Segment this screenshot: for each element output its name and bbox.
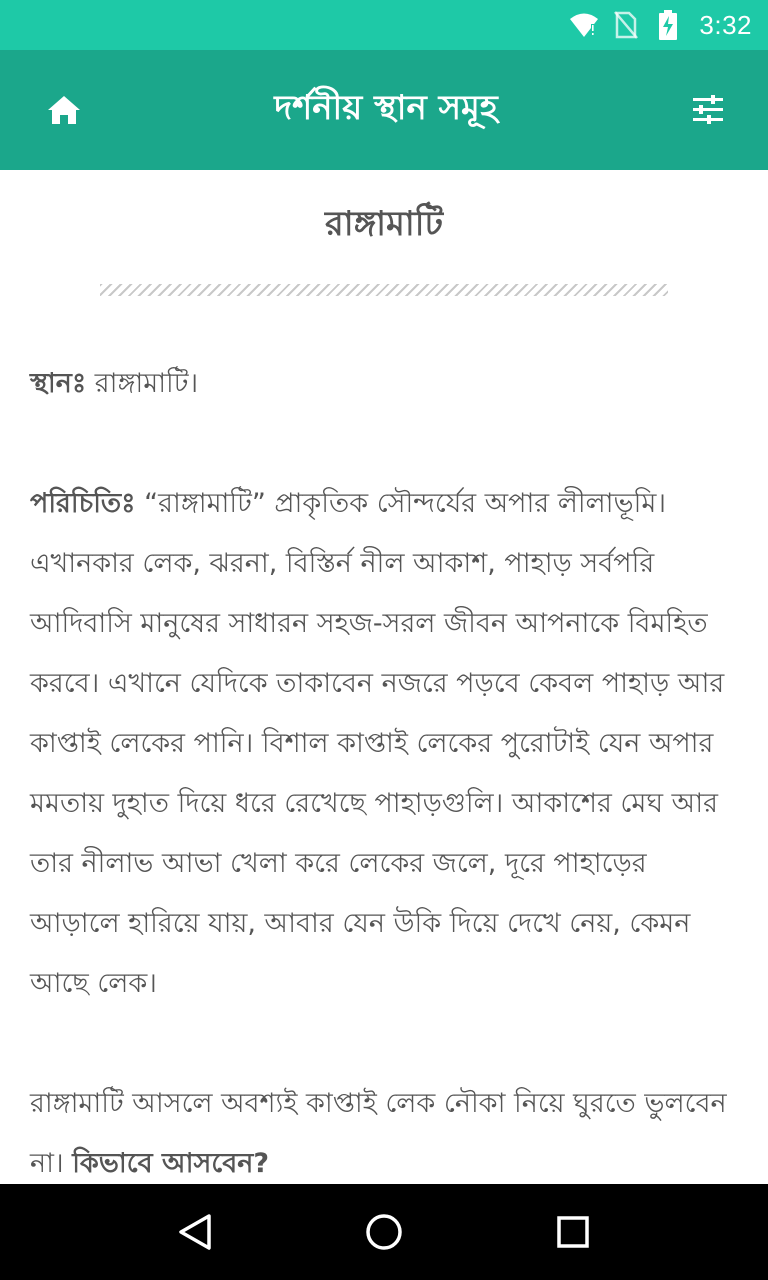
status-time: 3:32 [699, 9, 752, 40]
settings-sliders-icon[interactable] [684, 86, 732, 134]
app-bar [0, 50, 768, 170]
place-title: রাঙ্গামাটি [325, 204, 443, 244]
wifi-icon [569, 10, 599, 40]
location-paragraph [30, 354, 738, 414]
home-icon[interactable] [40, 86, 88, 134]
intro-text: “রাঙ্গামাটি” প্রাকৃতিক সৌন্দর্যের অপার লীলাভূমি। এখানকার লেক, ঝরনা, বিস্তির্ন নীল আকাশ, পাহাড় সর্বপরি আদিবাসি মানুষের সাধারন সহজ-সরল জীবন আপনাকে বিমহিত করবে। এখানে যেদিকে তাকাবেন নজরে পড়বে কেবল পাহাড় আর কাপ্তাই লেকের পানি। বিশাল কাপ্তাই লেকের পুরোটাই যেন অপার মমতায় দুহাত দিয়ে ধরে রেখেছে পাহাড়গুলি। আকাশের মেঘ আর তার নীলাভ আভা খেলা করে লেকের জলে, দূরে পাহাড়ের আড়ালে হারিয়ে যায়, আবার যেন উকি দিয়ে দেখে নেয়, কেমন আছে লেক। [30, 488, 725, 999]
divider [100, 284, 668, 296]
intro-paragraph [30, 474, 738, 1014]
location-value: রাঙ্গামাটি। [86, 368, 199, 399]
tip-text: রাঙ্গামাটি আসলে অবশ্যই কাপ্তাই লেক নৌকা নিয়ে ঘুরতে ভুলবেন না। [30, 1088, 727, 1179]
navigation-bar [0, 1184, 768, 1280]
no-sim-icon [611, 10, 641, 40]
how-to-come-label: কিভাবে আসবেন? [72, 1148, 270, 1179]
app-title: দর্শনীয় স্থান সমূহ [274, 87, 498, 128]
tip-paragraph [30, 1074, 738, 1184]
battery-charging-icon [653, 10, 683, 40]
location-label: স্থানঃ [30, 368, 87, 399]
status-bar [0, 0, 768, 50]
recents-icon[interactable] [543, 1202, 603, 1262]
back-icon[interactable] [165, 1202, 225, 1262]
content-area[interactable] [0, 170, 768, 1184]
home-circle-icon[interactable] [354, 1202, 414, 1262]
intro-label: পরিচিতিঃ [30, 488, 136, 519]
